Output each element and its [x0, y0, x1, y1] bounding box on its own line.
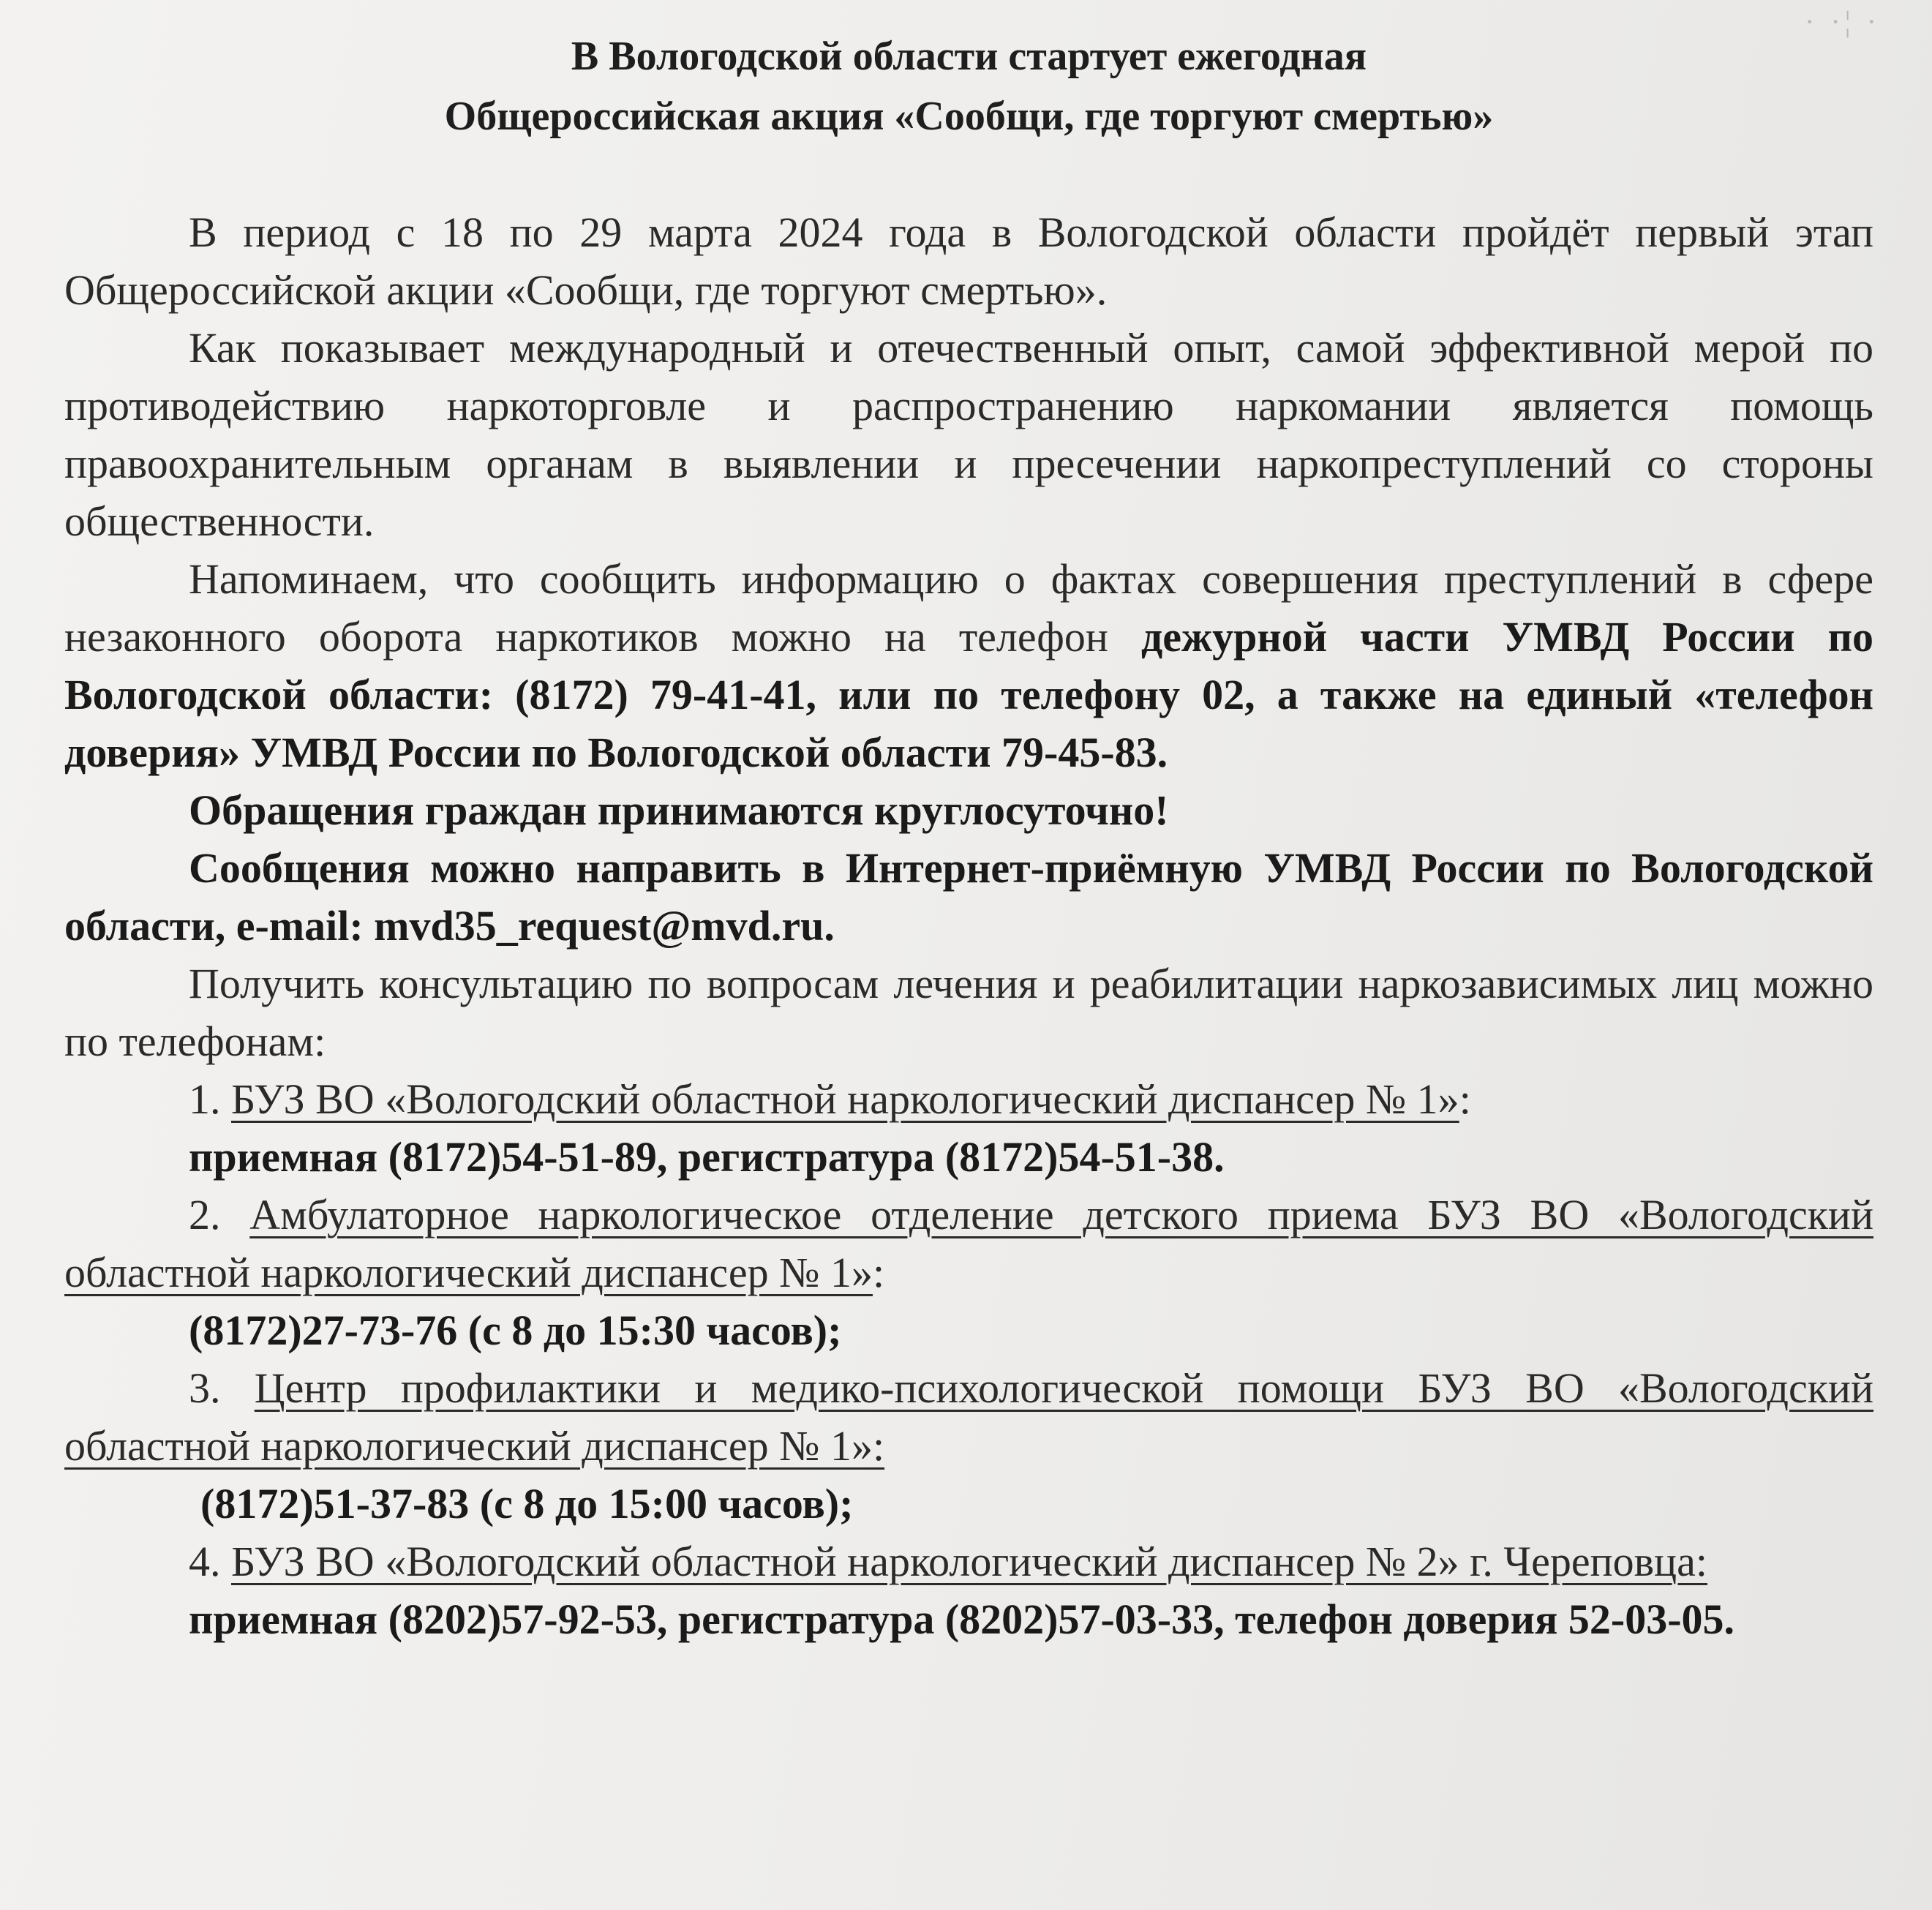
- title-line-2: Общероссийская акция «Сообщи, где торгуют смертью»: [444, 94, 1494, 139]
- police-hotline-text: дежурной части УМВД России по Вологодской области: (8172) 79-41-41, или по телефону 02, а также на единый «телефон доверия» УМВД России по Вологодской области 79-45-83.: [64, 613, 1873, 776]
- reminder-text: Напоминаем, что сообщить информацию о фактах совершения преступлений в сфере незаконного оборота наркотиков можно на телефон: [64, 555, 1873, 661]
- item-number: 2.: [189, 1191, 250, 1238]
- list-item-2: [64, 1186, 1873, 1301]
- item-number: 1.: [189, 1075, 231, 1123]
- item-3-phones: (8172)51-37-83 (с 8 до 15:00 часов);: [200, 1480, 854, 1527]
- item-2-phones: (8172)27-73-76 (с 8 до 15:30 часов);: [189, 1306, 842, 1354]
- paragraph-round-the-clock: Обращения граждан принимаются круглосуточно!: [189, 786, 1169, 834]
- paragraph-consultation: Получить консультацию по вопросам лечения и реабилитации наркозависимых лиц можно по телефонам:: [64, 960, 1873, 1065]
- item-organization: Амбулаторное наркологическое отделение детского приема БУЗ ВО «Вологодский областной наркологический диспансер № 1»: [64, 1191, 1874, 1296]
- list-item-3: [64, 1359, 1873, 1475]
- title-line-1: В Вологодской области стартует ежегодная: [571, 34, 1367, 79]
- item-organization: БУЗ ВО «Вологодский областной наркологический диспансер № 1»: [231, 1075, 1459, 1123]
- item-1-phones: приемная (8172)54-51-89, регистратура (8172)54-51-38.: [189, 1133, 1225, 1181]
- paragraph-internet-reception: Сообщения можно направить в Интернет-приёмную УМВД России по Вологодской области, e-mail: mvd35_request@mvd.ru.: [64, 844, 1873, 950]
- item-4-phones: приемная (8202)57-92-53, регистратура (8202)57-03-33, телефон доверия 52-03-05.: [189, 1595, 1735, 1643]
- item-organization: БУЗ ВО «Вологодский областной наркологический диспансер № 2» г. Череповца:: [231, 1538, 1707, 1585]
- page-title: [64, 26, 1873, 146]
- paragraph-reminder: [64, 550, 1873, 781]
- item-number: 4.: [189, 1538, 231, 1585]
- list-item-1: [64, 1070, 1873, 1128]
- paragraph-action-dates: В период с 18 по 29 марта 2024 года в Вологодской области пройдёт первый этап Общероссийской акции «Сообщи, где торгуют смертью».: [64, 208, 1873, 314]
- scan-artifact: · ·¦ ·: [1805, 5, 1881, 38]
- item-number: 3.: [189, 1364, 255, 1412]
- item-suffix: :: [1459, 1075, 1471, 1123]
- item-organization: Центр профилактики и медико-психологической помощи БУЗ ВО «Вологодский областной наркологический диспансер № 1»:: [64, 1364, 1874, 1470]
- paragraph-experience: Как показывает международный и отечественный опыт, самой эффективной мерой по противодействию наркоторговле и распространению наркомании является помощь правоохранительным органам в выявлении и пресечении наркопреступлений со стороны общественности.: [64, 324, 1873, 545]
- list-item-4: [64, 1533, 1873, 1590]
- item-suffix: :: [872, 1249, 885, 1296]
